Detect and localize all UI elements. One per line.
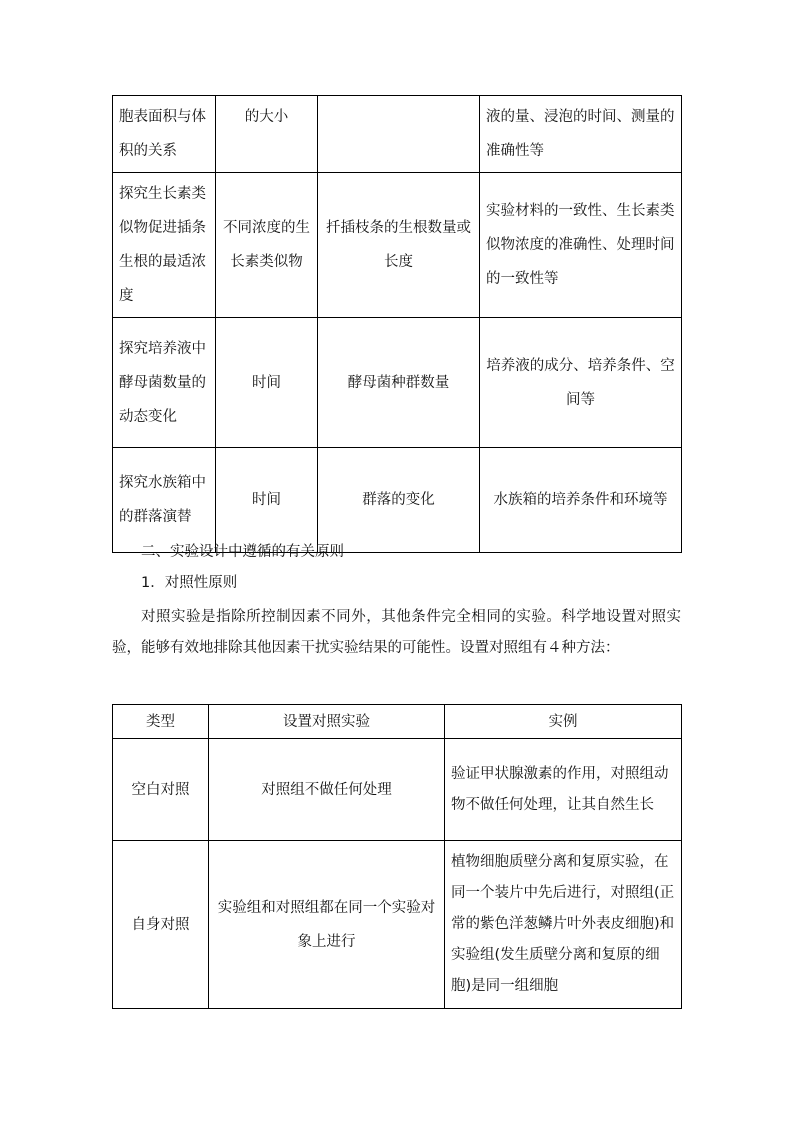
table-cell: 时间 <box>216 448 318 553</box>
table-cell <box>318 96 480 173</box>
table-cell: 自身对照 <box>113 841 209 1009</box>
table-cell: 实验组和对照组都在同一个实验对象上进行 <box>209 841 445 1009</box>
table-cell: 探究水族箱中的群落演替 <box>113 448 216 553</box>
table-cell: 液的量、浸泡的时间、测量的准确性等 <box>480 96 682 173</box>
table-cell: 植物细胞质壁分离和复原实验，在同一个装片中先后进行，对照组(正常的紫色洋葱鳞片叶外表皮细胞)和实验组(发生质壁分离和复原的细胞)是同一组细胞 <box>445 841 682 1009</box>
table-cell: 不同浓度的生长素类似物 <box>216 173 318 318</box>
table-row <box>113 173 682 318</box>
table-cell: 验证甲状腺激素的作用，对照组动物不做任何处理，让其自然生长 <box>445 739 682 841</box>
table-cell: 水族箱的培养条件和环境等 <box>480 448 682 553</box>
control-methods-table <box>112 704 682 1009</box>
table-cell: 的大小 <box>216 96 318 173</box>
table-cell: 群落的变化 <box>318 448 480 553</box>
table-row <box>113 739 682 841</box>
table-header-row <box>113 705 682 739</box>
section-heading: 二、实验设计中遵循的有关原则 <box>141 544 344 560</box>
table-header: 实例 <box>445 705 682 739</box>
table-cell: 酵母菌种群数量 <box>318 318 480 448</box>
table-cell: 探究培养液中酵母菌数量的动态变化 <box>113 318 216 448</box>
table-cell: 探究生长素类似物促进插条生根的最适浓度 <box>113 173 216 318</box>
table-cell: 对照组不做任何处理 <box>209 739 445 841</box>
subheading: 1．对照性原则 <box>141 575 238 591</box>
table-row <box>113 96 682 173</box>
table-row <box>113 841 682 1009</box>
table-cell: 培养液的成分、培养条件、空间等 <box>480 318 682 448</box>
table-header: 类型 <box>113 705 209 739</box>
table-cell: 胞表面积与体积的关系 <box>113 96 216 173</box>
experiment-variables-table <box>112 95 682 553</box>
table-cell: 空白对照 <box>113 739 209 841</box>
table-header: 设置对照实验 <box>209 705 445 739</box>
table-cell: 扦插枝条的生根数量或长度 <box>318 173 480 318</box>
table-cell: 时间 <box>216 318 318 448</box>
table-cell: 实验材料的一致性、生长素类似物浓度的准确性、处理时间的一致性等 <box>480 173 682 318</box>
table-row <box>113 318 682 448</box>
body-paragraph: 对照实验是指除所控制因素不同外，其他条件完全相同的实验。科学地设置对照实验，能够有效地排除其他因素干扰实验结果的可能性。设置对照组有４种方法： <box>112 609 681 656</box>
